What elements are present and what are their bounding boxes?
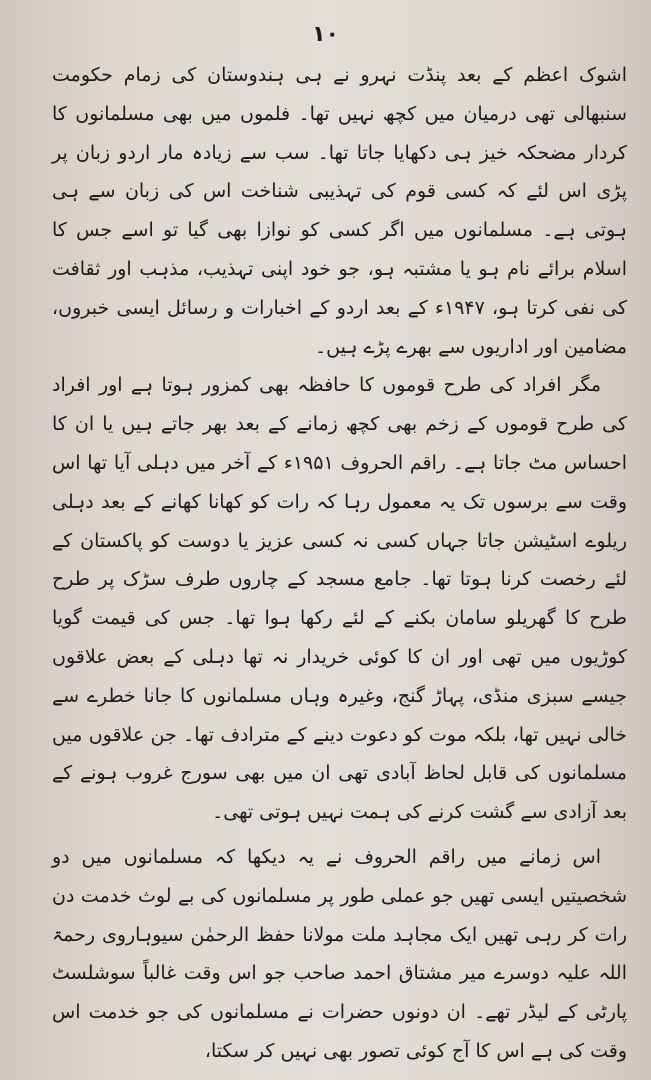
body-text (52, 56, 627, 1071)
page-number: ۱۰ (312, 22, 339, 47)
paragraph-2: مگر افراد کی طرح قوموں کا حافظہ بھی کمزور ہوتا ہے اور افراد کی طرح قوموں کے زخم بھی کچھ زمانے کے بعد بھر جاتے ہیں یا ان کا احساس مٹ جاتا ہے۔ راقم الحروف ۱۹۵۱ء کے آخر میں دہلی آیا تھا اس وقت سے برسوں تک یہ معمول رہا کہ رات کو کھانا کھانے کے بعد دہلی ریلوے اسٹیشن جاتا جہاں کسی نہ کسی عزیز یا دوست کو پاکستان کے لئے رخصت کرنا ہوتا تھا۔ جامع مسجد کے چاروں طرف سڑک پر طرح طرح کا گھریلو سامان بکنے کے لئے رکھا ہوا تھا۔ جس کی قیمت گویا کوڑیوں میں تھی اور ان کا کوئی خریدار نہ تھا دہلی کے بعض علاقوں جیسے سبزی منڈی، پہاڑ گنج، وغیرہ وہاں مسلمانوں کا جانا خطرے سے خالی نہیں تھا، بلکہ موت کو دعوت دینے کے مترادف تھا۔ جن علاقوں میں مسلمانوں کی قابل لحاظ آبادی تھی ان میں بھی سورج غروب ہونے کے بعد آزادی سے گشت کرنے کی ہمت نہیں ہوتی تھی۔ (52, 374, 627, 824)
paragraph-1: اشوک اعظم کے بعد پنڈت نہرو نے ہی ہندوستان کی زمام حکومت سنبھالی تھی درمیان میں کچھ نہیں تھا۔ فلموں میں بھی مسلمانوں کا کردار مضحکہ خیز ہی دکھایا جاتا تھا۔ سب سے زیادہ مار اردو زبان پر پڑی اس لئے کہ کسی قوم کی تہذیبی شناخت اس کی زبان سے ہی ہوتی ہے۔ مسلمانوں میں اگر کسی کو نوازا بھی گیا تو اسے جس کا اسلام برائے نام ہو یا مشتبہ ہو، جو خود اپنی تہذیب، مذہب اور ثقافت کی نفی کرتا ہو، ۱۹۴۷ء کے بعد اردو کے اخبارات و رسائل ایسی خبروں، مضامین اور اداریوں سے بھرے پڑے ہیں۔ (52, 64, 627, 358)
paragraph-3: اس زمانے میں راقم الحروف نے یہ دیکھا کہ مسلمانوں میں دو شخصیتیں ایسی تھیں جو عملی طور پر مسلمانوں کی بے لوث خدمت دن رات کر رہی تھیں ایک مجاہد ملت مولانا حفظ الرحمٰن سیوہاروی رحمۃ اللہ علیہ دوسرے میر مشتاق احمد صاحب جو اس وقت غالباً سوشلسٹ پارٹی کے لیڈر تھے۔ ان دونوں حضرات نے مسلمانوں کی جو خدمت اس وقت کی ہے اس کا آج کوئی تصور بھی نہیں کر سکتا، (52, 845, 627, 1062)
